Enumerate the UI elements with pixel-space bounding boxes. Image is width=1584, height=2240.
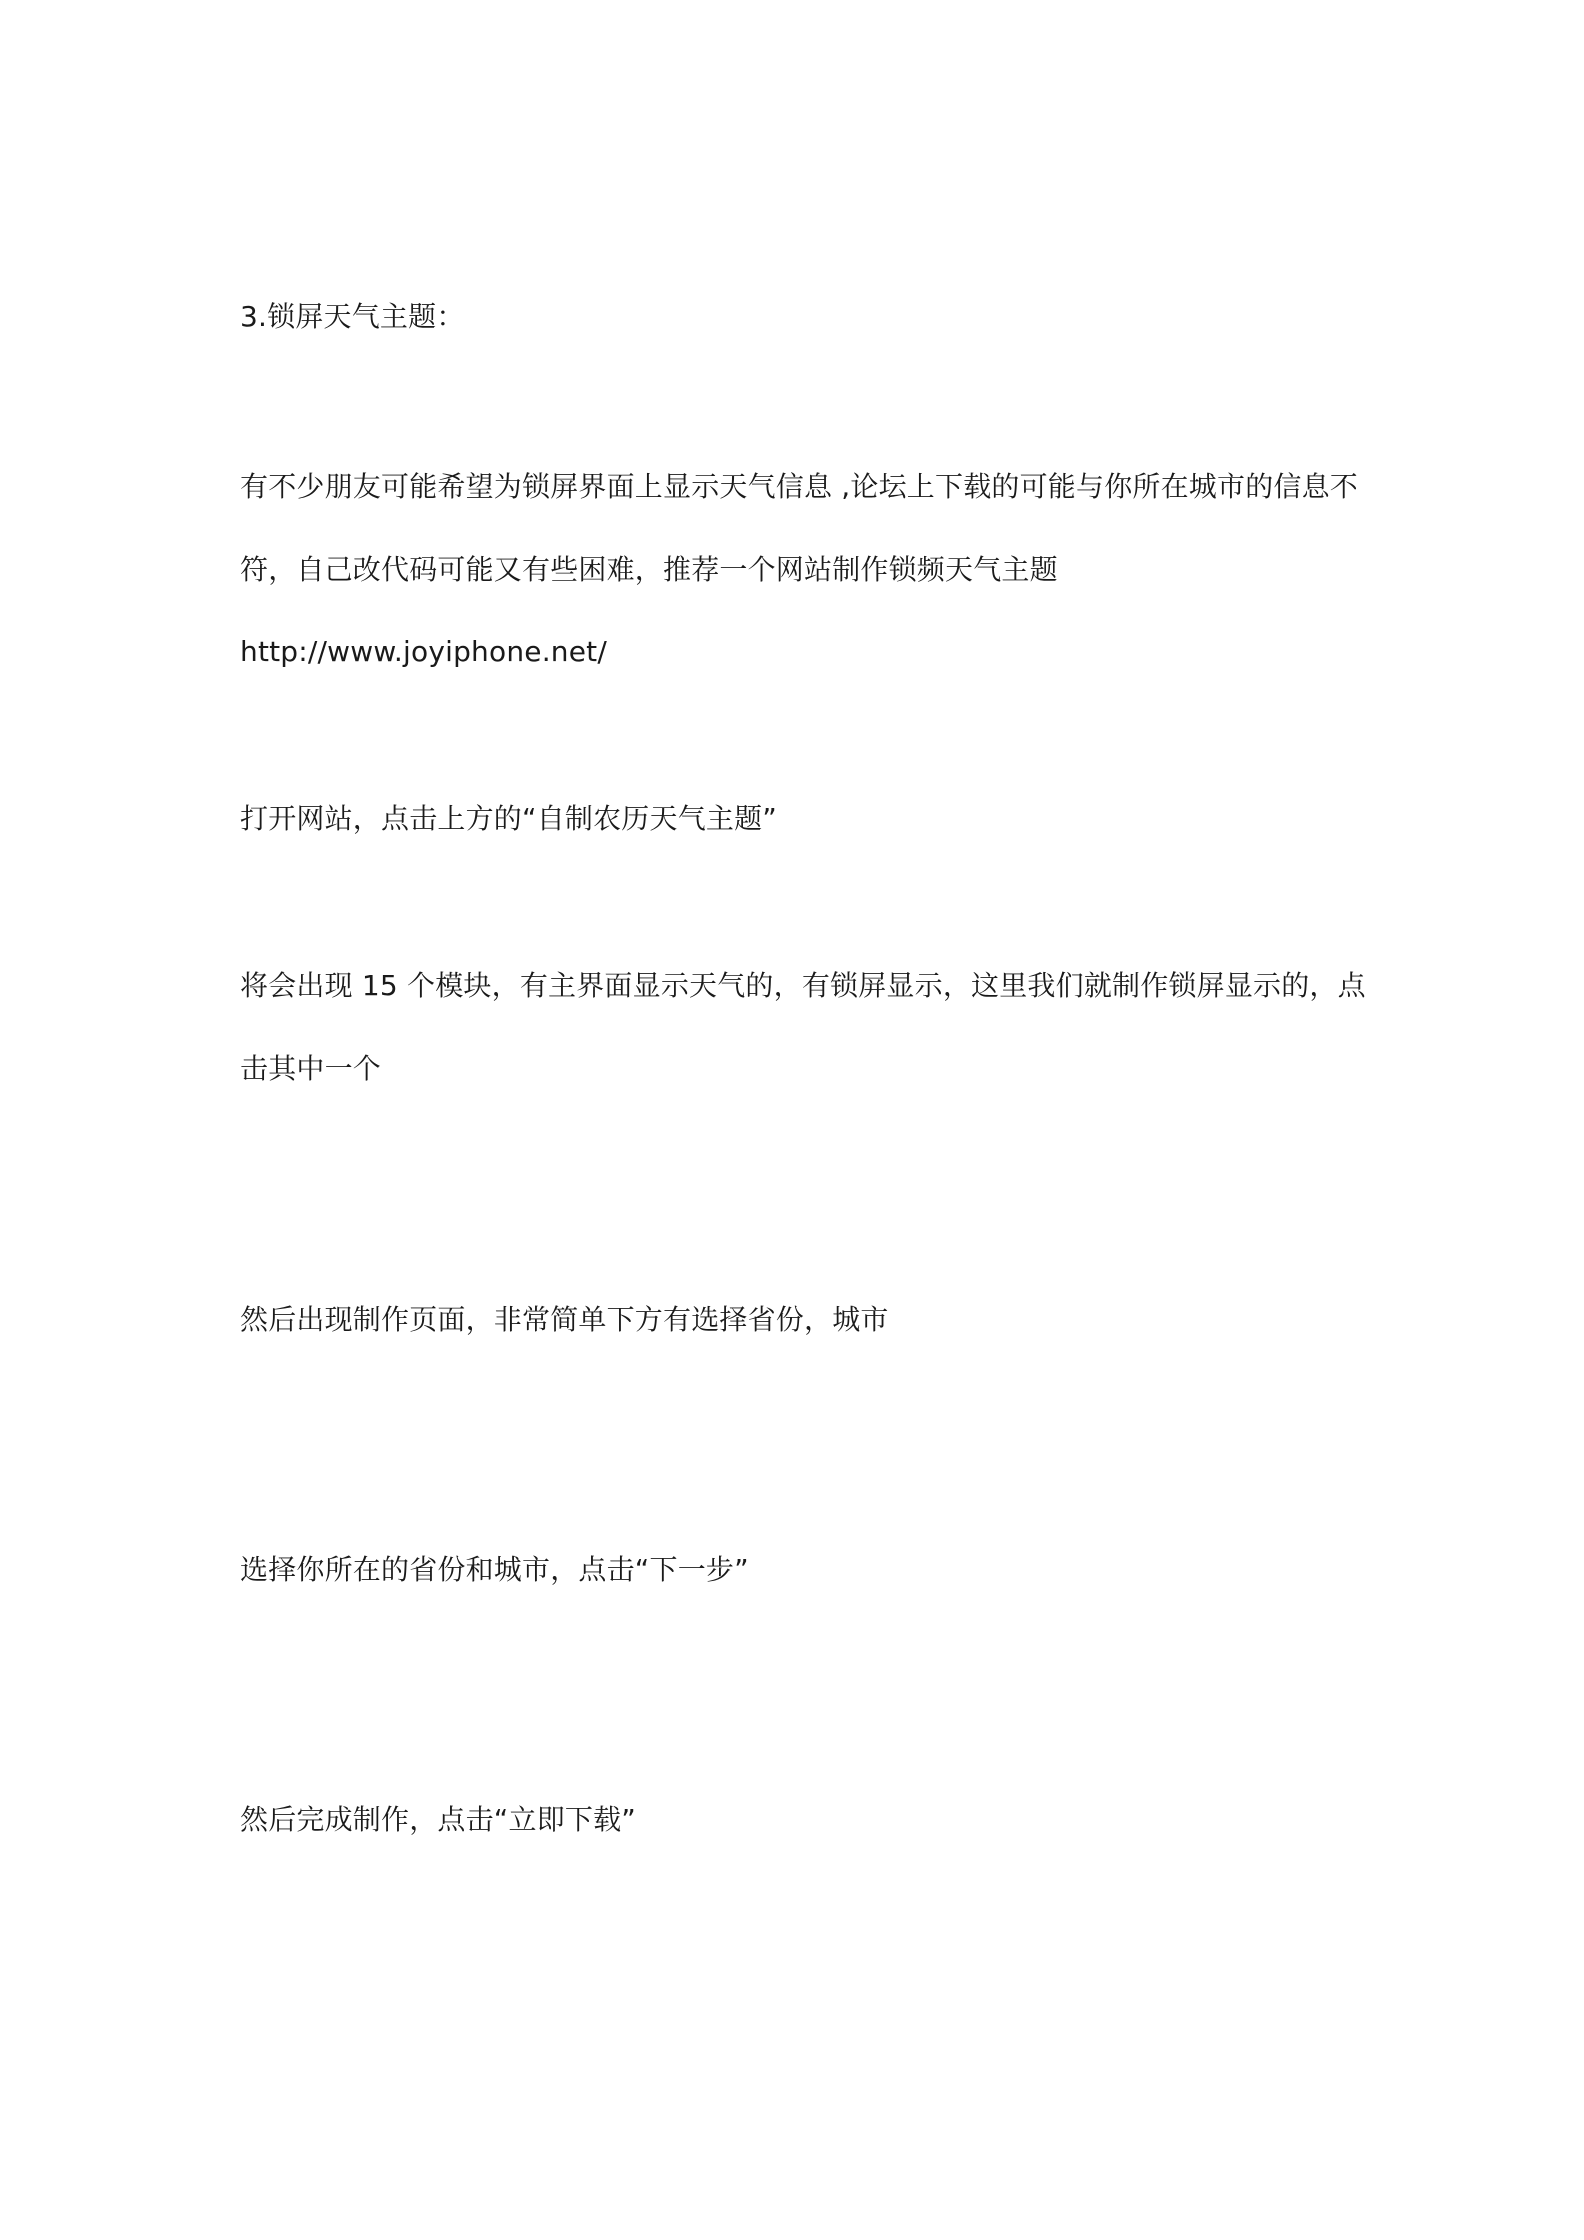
section-heading: 3.锁屏天气主题： — [240, 300, 465, 333]
paragraph-line: 将会出现 15 个模块，有主界面显示天气的，有锁屏显示，这里我们就制作锁屏显示的，点 — [240, 969, 1366, 1002]
paragraph-line: 选择你所在的省份和城市，点击“下一步” — [240, 1553, 749, 1586]
website-url: http://www.joyiphone.net/ — [240, 635, 607, 668]
paragraph-line: 符，自己改代码可能又有些困难，推荐一个网站制作锁频天气主题 — [240, 553, 1058, 586]
paragraph-line: 有不少朋友可能希望为锁屏界面上显示天气信息 ,论坛上下载的可能与你所在城市的信息不 — [240, 470, 1359, 503]
paragraph-line: 然后完成制作，点击“立即下载” — [240, 1803, 637, 1836]
paragraph-line: 击其中一个 — [240, 1052, 382, 1085]
paragraph-line: 打开网站，点击上方的“自制农历天气主题” — [240, 802, 778, 835]
paragraph-line: 然后出现制作页面，非常简单下方有选择省份，城市 — [240, 1303, 889, 1336]
